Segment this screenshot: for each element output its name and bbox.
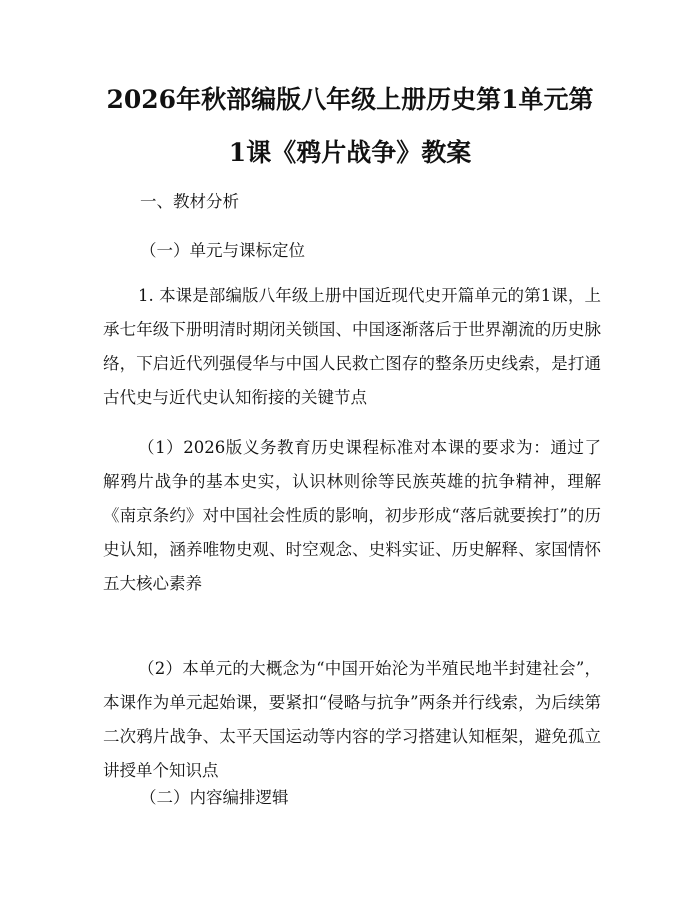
paragraph-lesson-position: 1. 本课是部编版八年级上册中国近现代史开篇单元的第1课，上承七年级下册明清时期闭关锁国、中国逐渐落后于世界潮流的历史脉络，下启近代列强侵华与中国人民救亡图存的整条历史线索，是打通古代史与近代史认知衔接的关键节点 [103, 286, 601, 407]
paragraph-unit-big-concept: （2）本单元的大概念为“中国开始沦为半殖民地半封建社会”，本课作为单元起始课，要紧扣“侵略与抗争”两条并行线索，为后续第二次鸦片战争、太平天国运动等内容的学习搭建认知框架，避免孤立讲授单个知识点 [103, 659, 601, 780]
subsection-heading-content-logic: （二）内容编排逻辑 [140, 788, 289, 807]
subsection-heading-unit-positioning: （一）单元与课标定位 [140, 241, 305, 260]
section-heading-textbook-analysis: 一、教材分析 [140, 192, 239, 211]
document-title-line-1: 2026年秋部编版八年级上册历史第1单元第 [106, 85, 594, 114]
document-title-line-2: 1课《鸦片战争》教案 [228, 138, 472, 167]
paragraph-curriculum-standard: （1）2026版义务教育历史课程标准对本课的要求为：通过了解鸦片战争的基本史实，认识林则徐等民族英雄的抗争精神，理解《南京条约》对中国社会性质的影响，初步形成“落后就要挨打”的历史认知，涵养唯物史观、时空观念、史料实证、历史解释、家国情怀五大核心素养 [103, 438, 601, 593]
